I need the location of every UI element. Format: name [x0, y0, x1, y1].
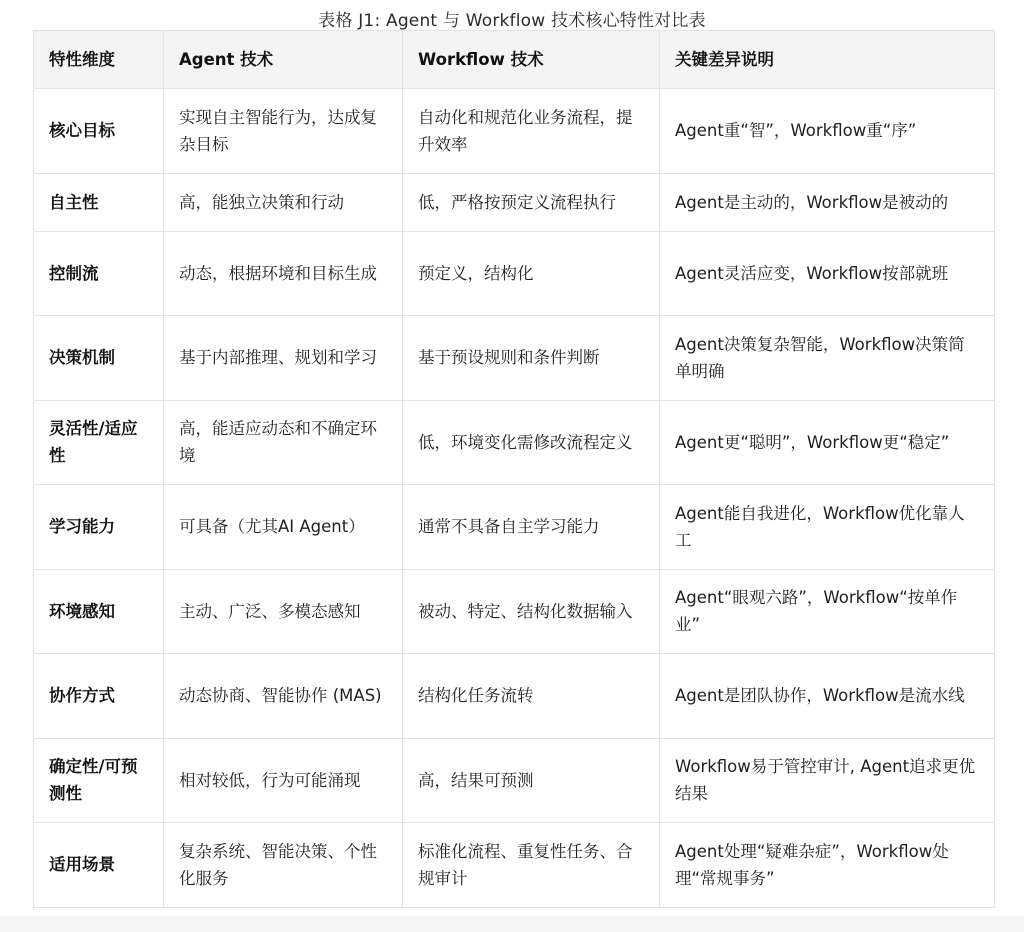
dimension-cell: 核心目标 — [34, 89, 164, 174]
difference-cell: Agent是团队协作，Workflow是流水线 — [660, 654, 995, 739]
agent-cell: 动态协商、智能协作 (MAS) — [164, 654, 403, 739]
table-row — [34, 569, 995, 654]
table-row — [34, 823, 995, 908]
difference-cell: Agent能自我进化，Workflow优化靠人工 — [660, 485, 995, 570]
table-header-row — [34, 31, 995, 89]
difference-cell: Agent“眼观六路”，Workflow“按单作业” — [660, 569, 995, 654]
dimension-cell: 自主性 — [34, 173, 164, 231]
difference-cell: Agent决策复杂智能，Workflow决策简单明确 — [660, 316, 995, 401]
table-row — [34, 654, 995, 739]
workflow-cell: 高，结果可预测 — [403, 738, 660, 823]
agent-cell: 高，能独立决策和行动 — [164, 173, 403, 231]
dimension-cell: 控制流 — [34, 231, 164, 316]
comparison-table — [33, 30, 995, 908]
difference-cell: Agent重“智”，Workflow重“序” — [660, 89, 995, 174]
agent-cell: 基于内部推理、规划和学习 — [164, 316, 403, 401]
header-difference: 关键差异说明 — [660, 31, 995, 89]
workflow-cell: 通常不具备自主学习能力 — [403, 485, 660, 570]
workflow-cell: 结构化任务流转 — [403, 654, 660, 739]
table-row — [34, 400, 995, 485]
workflow-cell: 基于预设规则和条件判断 — [403, 316, 660, 401]
difference-cell: Agent处理“疑难杂症”，Workflow处理“常规事务” — [660, 823, 995, 908]
agent-cell: 相对较低，行为可能涌现 — [164, 738, 403, 823]
header-workflow: Workflow 技术 — [403, 31, 660, 89]
table-row — [34, 89, 995, 174]
agent-cell: 可具备（尤其AI Agent） — [164, 485, 403, 570]
workflow-cell: 预定义，结构化 — [403, 231, 660, 316]
agent-cell: 高，能适应动态和不确定环境 — [164, 400, 403, 485]
dimension-cell: 环境感知 — [34, 569, 164, 654]
dimension-cell: 决策机制 — [34, 316, 164, 401]
dimension-cell: 协作方式 — [34, 654, 164, 739]
difference-cell: Agent是主动的，Workflow是被动的 — [660, 173, 995, 231]
table-row — [34, 738, 995, 823]
workflow-cell: 被动、特定、结构化数据输入 — [403, 569, 660, 654]
table-row — [34, 231, 995, 316]
agent-cell: 复杂系统、智能决策、个性化服务 — [164, 823, 403, 908]
difference-cell: Workflow易于管控审计, Agent追求更优结果 — [660, 738, 995, 823]
dimension-cell: 灵活性/适应性 — [34, 400, 164, 485]
agent-cell: 实现自主智能行为，达成复杂目标 — [164, 89, 403, 174]
difference-cell: Agent更“聪明”，Workflow更“稳定” — [660, 400, 995, 485]
workflow-cell: 低，环境变化需修改流程定义 — [403, 400, 660, 485]
header-agent: Agent 技术 — [164, 31, 403, 89]
workflow-cell: 低，严格按预定义流程执行 — [403, 173, 660, 231]
table-row — [34, 316, 995, 401]
workflow-cell: 标准化流程、重复性任务、合规审计 — [403, 823, 660, 908]
table-caption: 表格 J1: Agent 与 Workflow 技术核心特性对比表 — [318, 11, 706, 31]
agent-cell: 主动、广泛、多模态感知 — [164, 569, 403, 654]
workflow-cell: 自动化和规范化业务流程，提升效率 — [403, 89, 660, 174]
dimension-cell: 学习能力 — [34, 485, 164, 570]
table-row — [34, 173, 995, 231]
dimension-cell: 适用场景 — [34, 823, 164, 908]
header-dimension: 特性维度 — [34, 31, 164, 89]
dimension-cell: 确定性/可预测性 — [34, 738, 164, 823]
agent-cell: 动态，根据环境和目标生成 — [164, 231, 403, 316]
page-bottom-band — [0, 916, 1024, 932]
difference-cell: Agent灵活应变，Workflow按部就班 — [660, 231, 995, 316]
table-row — [34, 485, 995, 570]
